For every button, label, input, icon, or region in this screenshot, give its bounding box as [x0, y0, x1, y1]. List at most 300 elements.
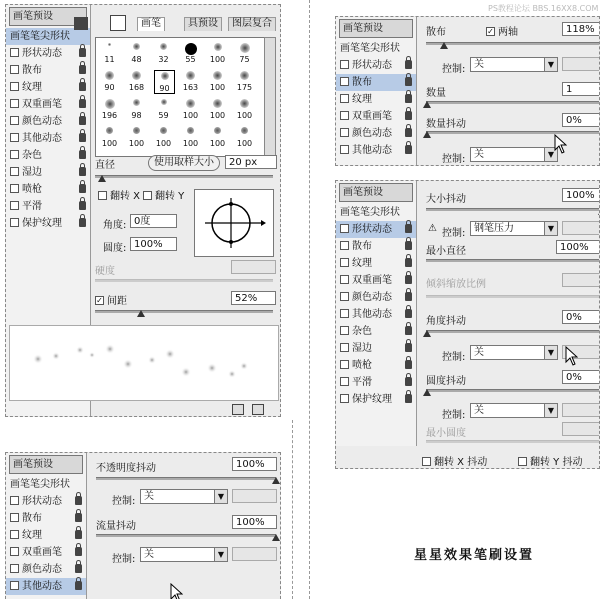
- scatter-control-select[interactable]: 关 ▼: [470, 57, 558, 72]
- sidebar-item[interactable]: [336, 255, 416, 272]
- brush-size-label: 100: [182, 139, 199, 148]
- pressure-control-select[interactable]: 钢笔压力 ▼: [470, 221, 558, 236]
- sidebar-item[interactable]: [6, 28, 90, 45]
- count-jitter-slider[interactable]: [426, 131, 600, 134]
- brush-tip-cell[interactable]: [127, 70, 146, 92]
- sidebar-item[interactable]: [336, 323, 416, 340]
- flow-control-label: 控制:: [112, 554, 136, 565]
- lock-icon[interactable]: [405, 326, 412, 335]
- brush-tip-cell[interactable]: [127, 98, 146, 120]
- sidebar-item[interactable]: [6, 198, 90, 215]
- lock-icon[interactable]: [405, 128, 412, 137]
- brush-size-label: 175: [236, 83, 253, 92]
- flow-control-select[interactable]: 关 ▼: [140, 547, 228, 562]
- sidebar-item[interactable]: [336, 40, 416, 57]
- brush-tip-cell[interactable]: [181, 98, 200, 120]
- angle-roundness-preview[interactable]: [194, 189, 274, 257]
- sidebar-item-label: 纹理: [352, 94, 372, 105]
- lock-icon[interactable]: [79, 65, 86, 74]
- scatter-input[interactable]: 118%: [562, 22, 600, 36]
- vertical-divider-bottom: [292, 420, 293, 599]
- sidebar-item-label: 保护纹理: [352, 394, 392, 405]
- checkbox[interactable]: [10, 581, 19, 590]
- flip-x-checkbox[interactable]: [98, 187, 140, 202]
- sidebar-header-brush-presets[interactable]: 画笔预设: [339, 183, 413, 202]
- brush-tip-icon: [186, 71, 195, 80]
- sidebar-item[interactable]: [6, 113, 90, 130]
- roundness-input[interactable]: 100%: [130, 237, 177, 251]
- sidebar-item[interactable]: [336, 306, 416, 323]
- lock-icon[interactable]: [79, 82, 86, 91]
- diameter-slider[interactable]: [95, 175, 273, 178]
- brush-tip-cell[interactable]: [235, 126, 254, 148]
- both-axes-checkbox[interactable]: ✓ 两轴: [487, 26, 518, 38]
- use-sample-size-button[interactable]: 使用取样大小: [148, 155, 220, 171]
- chevron-down-icon: ▼: [544, 404, 557, 417]
- brush-tip-cell[interactable]: [100, 42, 119, 64]
- opacity-jitter-input[interactable]: 100%: [232, 457, 277, 471]
- checkbox[interactable]: [340, 377, 349, 386]
- lock-icon[interactable]: [75, 581, 82, 590]
- sidebar-header-brush-presets[interactable]: 画笔预设: [339, 19, 413, 38]
- sidebar-item-label: 双重画笔: [22, 99, 62, 110]
- sidebar-item-label: 杂色: [22, 150, 42, 161]
- brush-tip-cell[interactable]: [235, 70, 254, 92]
- sidebar-item[interactable]: [336, 221, 416, 238]
- spacing-slider[interactable]: [95, 310, 273, 313]
- brush-tip-cell[interactable]: [100, 98, 119, 120]
- roundness-jitter-slider[interactable]: [426, 389, 600, 392]
- lock-icon[interactable]: [405, 394, 412, 403]
- brush-tip-cell[interactable]: [235, 98, 254, 120]
- brush-panel-other-dynamics: [5, 452, 281, 599]
- min-diameter-slider[interactable]: [426, 259, 600, 262]
- brush-tip-icon: [214, 127, 221, 134]
- checkbox[interactable]: [10, 48, 19, 57]
- sidebar-item-label: 散布: [22, 513, 42, 524]
- lock-icon[interactable]: [405, 275, 412, 284]
- flip-y-jitter-label: 翻转 Y 抖动: [530, 457, 583, 468]
- checkbox[interactable]: [10, 184, 19, 193]
- sidebar-item[interactable]: [336, 91, 416, 108]
- sidebar-item-label: 其他动态: [352, 309, 392, 320]
- brush-tip-cell[interactable]: [154, 98, 173, 120]
- sidebar-item-label: 其他动态: [22, 581, 62, 592]
- sidebar-item[interactable]: [336, 238, 416, 255]
- brush-size-label: 75: [239, 55, 250, 64]
- trash-icon[interactable]: [252, 404, 264, 415]
- angle-jitter-slider-knob[interactable]: [423, 330, 431, 337]
- count-jitter-slider-knob[interactable]: [423, 131, 431, 138]
- brush-tip-icon: [161, 99, 167, 105]
- brush-tip-cell[interactable]: [181, 126, 200, 148]
- scatter-control-extra: [562, 57, 600, 71]
- flow-jitter-input[interactable]: 100%: [232, 515, 277, 529]
- tab-layer-comps[interactable]: 图层复合: [228, 17, 276, 31]
- checkbox[interactable]: [10, 133, 19, 142]
- chevron-down-icon: ▼: [544, 222, 557, 235]
- sidebar-item-label: 喷枪: [22, 184, 42, 195]
- lock-icon[interactable]: [79, 167, 86, 176]
- roundness-jitter-input[interactable]: 0%: [562, 370, 600, 384]
- diameter-slider-knob[interactable]: [98, 175, 106, 182]
- sidebar-item[interactable]: [6, 215, 90, 232]
- scatter-slider-knob[interactable]: [440, 42, 448, 49]
- sidebar-item-label: 形状动态: [22, 496, 62, 507]
- checkbox[interactable]: [340, 309, 349, 318]
- flow-control-extra: [232, 547, 277, 561]
- lock-icon[interactable]: [75, 530, 82, 539]
- checkbox[interactable]: [340, 241, 349, 250]
- tilt-scale-label: 倾斜缩放比例: [426, 279, 486, 290]
- brush-tip-icon: [133, 99, 140, 106]
- lock-icon[interactable]: [79, 150, 86, 159]
- hardness-input: [231, 260, 276, 274]
- sidebar-item[interactable]: [336, 142, 416, 159]
- control2-label: 控制:: [442, 154, 466, 165]
- checkbox[interactable]: [10, 218, 19, 227]
- flip-x-label: 翻转 X: [110, 191, 141, 202]
- brush-tip-cell[interactable]: [100, 70, 119, 92]
- sidebar-item[interactable]: [6, 493, 86, 510]
- brush-tip-icon: [132, 71, 141, 80]
- brush-tip-icon: [186, 99, 195, 108]
- palette-menu-icon[interactable]: [74, 17, 88, 30]
- brush-tip-icon: [108, 43, 111, 46]
- checkbox[interactable]: [340, 394, 349, 403]
- brush-tip-cell[interactable]: [127, 42, 146, 64]
- lock-icon[interactable]: [75, 513, 82, 522]
- sidebar-header-brush-presets[interactable]: 画笔预设: [9, 455, 83, 474]
- lock-icon[interactable]: [79, 184, 86, 193]
- sidebar-item-label: 颜色动态: [352, 292, 392, 303]
- brush-tip-icon: [105, 71, 114, 80]
- size-jitter-input[interactable]: 100%: [562, 188, 600, 202]
- lock-icon[interactable]: [79, 48, 86, 57]
- checkbox[interactable]: [340, 128, 349, 137]
- sidebar-item-label: 颜色动态: [352, 128, 392, 139]
- angle-control-label: 控制:: [442, 352, 466, 363]
- lock-icon[interactable]: [79, 116, 86, 125]
- angle-jitter-input[interactable]: 0%: [562, 310, 600, 324]
- checkbox[interactable]: [340, 326, 349, 335]
- checkbox[interactable]: [340, 60, 349, 69]
- checkbox[interactable]: [340, 275, 349, 284]
- grid-scrollbar[interactable]: [264, 37, 276, 157]
- spacing-input[interactable]: 52%: [231, 291, 276, 305]
- tab-tool-presets[interactable]: 具预设: [184, 17, 222, 31]
- lock-icon[interactable]: [75, 547, 82, 556]
- lock-icon[interactable]: [405, 111, 412, 120]
- sidebar-item[interactable]: [6, 476, 86, 493]
- sidebar-item[interactable]: [336, 272, 416, 289]
- checkbox[interactable]: [10, 65, 19, 74]
- sidebar-item[interactable]: [6, 130, 90, 147]
- sidebar-item[interactable]: [336, 357, 416, 374]
- sidebar-item-label: 双重画笔: [22, 547, 62, 558]
- brush-size-label: 100: [209, 55, 226, 64]
- brush-size-label: 55: [185, 55, 196, 64]
- min-diameter-input[interactable]: 100%: [556, 240, 600, 254]
- brush-size-label: 100: [155, 139, 172, 148]
- brush-panel-tip-shape: [5, 4, 281, 417]
- lock-icon[interactable]: [405, 60, 412, 69]
- angle-jitter-label: 角度抖动: [426, 316, 466, 327]
- sidebar-item[interactable]: [6, 96, 90, 113]
- brush-tip-cell[interactable]: [208, 70, 227, 92]
- mouse-cursor-icon: [564, 346, 578, 366]
- lock-icon[interactable]: [79, 201, 86, 210]
- angle-input[interactable]: 0度: [130, 214, 177, 228]
- checkbox[interactable]: [10, 82, 19, 91]
- count-input[interactable]: 1: [562, 82, 600, 96]
- sidebar: [6, 453, 87, 599]
- tab-brush[interactable]: 画笔: [137, 17, 165, 31]
- vertical-divider: [309, 0, 310, 599]
- roundness-label: 圆度:: [103, 243, 127, 254]
- chevron-down-icon: ▼: [214, 490, 227, 503]
- checkbox[interactable]: [340, 343, 349, 352]
- brush-tip-cell[interactable]: [100, 126, 119, 148]
- checkbox[interactable]: [340, 258, 349, 267]
- stroke-preview-image: [10, 326, 278, 400]
- checkbox[interactable]: [10, 167, 19, 176]
- sidebar-item-label: 其他动态: [22, 133, 62, 144]
- lock-icon[interactable]: [405, 309, 412, 318]
- brush-tip-icon: [133, 43, 140, 50]
- sidebar-item[interactable]: [336, 74, 416, 91]
- lock-icon[interactable]: [405, 241, 412, 250]
- size-jitter-slider[interactable]: [426, 208, 600, 211]
- checkbox[interactable]: [340, 94, 349, 103]
- sidebar-item[interactable]: [6, 147, 90, 164]
- sidebar-item[interactable]: [6, 561, 86, 578]
- brush-tip-cell[interactable]: [181, 42, 200, 64]
- flow-jitter-label: 流量抖动: [96, 521, 136, 532]
- brush-tip-cell[interactable]: [208, 126, 227, 148]
- brush-size-label: 100: [101, 139, 118, 148]
- scatter-slider[interactable]: [426, 42, 600, 45]
- lock-icon[interactable]: [79, 218, 86, 227]
- sidebar-item-label: 形状动态: [22, 48, 62, 59]
- sidebar-item-label: 散布: [352, 77, 372, 88]
- chevron-down-icon: ▼: [214, 548, 227, 561]
- opacity-jitter-label: 不透明度抖动: [96, 463, 156, 474]
- sidebar-item-label: 颜色动态: [22, 564, 62, 575]
- checkbox[interactable]: [10, 564, 19, 573]
- checkbox[interactable]: [10, 530, 19, 539]
- sidebar-item-label: 散布: [22, 65, 42, 76]
- sidebar-item[interactable]: [336, 57, 416, 74]
- opacity-jitter-slider-knob[interactable]: [272, 477, 280, 484]
- spacing-slider-knob[interactable]: [137, 310, 145, 317]
- brush-tip-icon: [240, 43, 250, 53]
- sidebar-item[interactable]: [6, 164, 90, 181]
- angle-jitter-slider[interactable]: [426, 330, 600, 333]
- sidebar-item-label: 双重画笔: [352, 111, 392, 122]
- brush-tip-icon: [213, 71, 222, 80]
- brush-tip-cell[interactable]: [154, 42, 173, 64]
- brush-tip-cell[interactable]: [208, 98, 227, 120]
- brush-tip-cell[interactable]: [235, 42, 254, 64]
- brush-tip-cell[interactable]: [127, 126, 146, 148]
- roundness-jitter-slider-knob[interactable]: [423, 389, 431, 396]
- crosshair-icon: [195, 190, 273, 256]
- sidebar-item[interactable]: [6, 181, 90, 198]
- angle-control-select[interactable]: 关 ▼: [470, 345, 558, 360]
- sidebar-item-label: 保护纹理: [22, 218, 62, 229]
- brush-size-label: 100: [209, 83, 226, 92]
- checkbox[interactable]: [10, 201, 19, 210]
- count-control-select[interactable]: 关 ▼: [470, 147, 558, 162]
- sidebar-item-label: 湿边: [352, 343, 372, 354]
- brush-tip-icon: [240, 71, 249, 80]
- tilt-scale-slider: [426, 295, 600, 298]
- watermark: PS教程论坛 BBS.16XX8.COM: [488, 4, 599, 13]
- count-jitter-input[interactable]: 0%: [562, 113, 600, 127]
- mouse-cursor-icon: [553, 134, 567, 154]
- checkbox[interactable]: [10, 513, 19, 522]
- stroke-preview: [9, 325, 279, 401]
- checkbox[interactable]: [10, 116, 19, 125]
- control-label: 控制:: [442, 64, 466, 75]
- opacity-control-label: 控制:: [112, 496, 136, 507]
- sidebar-item[interactable]: [6, 79, 90, 96]
- count-slider[interactable]: [426, 101, 600, 104]
- brush-tip-icon: [187, 127, 194, 134]
- count-jitter-label: 数量抖动: [426, 119, 466, 130]
- count-slider-knob[interactable]: [423, 101, 431, 108]
- pressure-control-label: 控制:: [442, 228, 466, 239]
- brush-size-label: 100: [182, 111, 199, 120]
- flip-y-label: 翻转 Y: [155, 191, 185, 202]
- brush-panel-scattering: [335, 16, 600, 166]
- sidebar-item[interactable]: [6, 510, 86, 527]
- sidebar-item[interactable]: [336, 289, 416, 306]
- sidebar-item[interactable]: [336, 340, 416, 357]
- roundness-control-extra: [562, 403, 600, 417]
- lock-icon[interactable]: [405, 77, 412, 86]
- brush-size-label: 100: [209, 111, 226, 120]
- lock-icon[interactable]: [405, 343, 412, 352]
- brush-size-label: 90: [104, 83, 115, 92]
- brush-tip-cell[interactable]: [181, 70, 200, 92]
- checkbox[interactable]: [340, 111, 349, 120]
- brush-tip-icon: [161, 72, 169, 80]
- sidebar-item[interactable]: [6, 544, 86, 561]
- brush-tip-cell[interactable]: [154, 70, 175, 94]
- brush-size-label: 163: [182, 83, 199, 92]
- sidebar-item-label: 湿边: [22, 167, 42, 178]
- lock-icon[interactable]: [405, 145, 412, 154]
- sidebar-item[interactable]: [336, 391, 416, 408]
- brush-size-label: 11: [104, 55, 115, 64]
- brush-size-label: 48: [131, 55, 142, 64]
- sidebar-item[interactable]: [336, 204, 416, 221]
- lock-icon[interactable]: [405, 224, 412, 233]
- brush-size-label: 168: [128, 83, 145, 92]
- opacity-control-extra: [232, 489, 277, 503]
- checkbox[interactable]: [10, 496, 19, 505]
- checkbox[interactable]: [340, 360, 349, 369]
- sidebar-item-label: 画笔笔尖形状: [10, 31, 70, 42]
- lock-icon[interactable]: [405, 360, 412, 369]
- lock-icon[interactable]: [79, 99, 86, 108]
- sidebar-item-label: 平滑: [22, 201, 42, 212]
- flow-jitter-slider-knob[interactable]: [272, 534, 280, 541]
- sidebar-item[interactable]: [6, 62, 90, 79]
- sidebar-item-label: 颜色动态: [22, 116, 62, 127]
- checkbox[interactable]: [340, 292, 349, 301]
- sidebar-item-label: 形状动态: [352, 224, 392, 235]
- brush-tip-grid[interactable]: [95, 37, 265, 157]
- sidebar-item[interactable]: [6, 578, 86, 595]
- spacing-checkbox[interactable]: ✓ 间距: [96, 295, 127, 307]
- new-preset-icon[interactable]: [232, 404, 244, 415]
- flip-y-checkbox[interactable]: [143, 187, 184, 202]
- opacity-jitter-slider[interactable]: [96, 477, 276, 480]
- sidebar-item[interactable]: [336, 374, 416, 391]
- lock-icon[interactable]: [405, 377, 412, 386]
- brush-size-label: 100: [209, 139, 226, 148]
- both-axes-label: 两轴: [498, 27, 518, 38]
- opacity-control-select[interactable]: 关 ▼: [140, 489, 228, 504]
- checkbox[interactable]: [10, 547, 19, 556]
- roundness-control-label: 控制:: [442, 410, 466, 421]
- checkbox[interactable]: [340, 145, 349, 154]
- checkbox[interactable]: [340, 224, 349, 233]
- sidebar-item[interactable]: [6, 45, 90, 62]
- lock-icon[interactable]: [75, 496, 82, 505]
- sidebar-item-label: 纹理: [22, 82, 42, 93]
- brush-tip-cell[interactable]: [208, 42, 227, 64]
- sidebar-item[interactable]: [336, 108, 416, 125]
- lock-icon[interactable]: [79, 133, 86, 142]
- diameter-input[interactable]: 20 px: [225, 155, 277, 169]
- checkbox[interactable]: [340, 77, 349, 86]
- sidebar-item-label: 平滑: [352, 377, 372, 388]
- sidebar-item-label: 其他动态: [352, 145, 392, 156]
- sidebar-item-label: 杂色: [352, 326, 372, 337]
- lock-icon[interactable]: [405, 258, 412, 267]
- sidebar-item-label: 画笔笔尖形状: [10, 479, 70, 490]
- sidebar-item[interactable]: [6, 527, 86, 544]
- brush-preset-icon[interactable]: [110, 15, 126, 31]
- flip-x-jitter-checkbox[interactable]: [422, 453, 487, 468]
- brush-tip-icon: [241, 127, 248, 134]
- count-label: 数量: [426, 88, 446, 99]
- brush-size-label: 98: [131, 111, 142, 120]
- brush-tip-icon: [133, 127, 140, 134]
- flow-jitter-slider[interactable]: [96, 534, 276, 537]
- roundness-control-select[interactable]: 关 ▼: [470, 403, 558, 418]
- checkbox[interactable]: [10, 150, 19, 159]
- flip-y-jitter-checkbox[interactable]: [518, 453, 582, 468]
- checkbox[interactable]: [10, 99, 19, 108]
- mouse-cursor-icon: [169, 583, 183, 599]
- lock-icon[interactable]: [405, 292, 412, 301]
- sidebar-item[interactable]: [336, 125, 416, 142]
- brush-size-label: 32: [158, 55, 169, 64]
- brush-size-label: 100: [128, 139, 145, 148]
- brush-panel-shape-dynamics: [335, 180, 600, 469]
- sidebar-header-brush-presets[interactable]: 画笔预设: [9, 7, 87, 26]
- brush-size-label: 100: [236, 139, 253, 148]
- brush-tip-cell[interactable]: [154, 126, 173, 148]
- lock-icon[interactable]: [405, 94, 412, 103]
- lock-icon[interactable]: [75, 564, 82, 573]
- sidebar: [336, 17, 417, 165]
